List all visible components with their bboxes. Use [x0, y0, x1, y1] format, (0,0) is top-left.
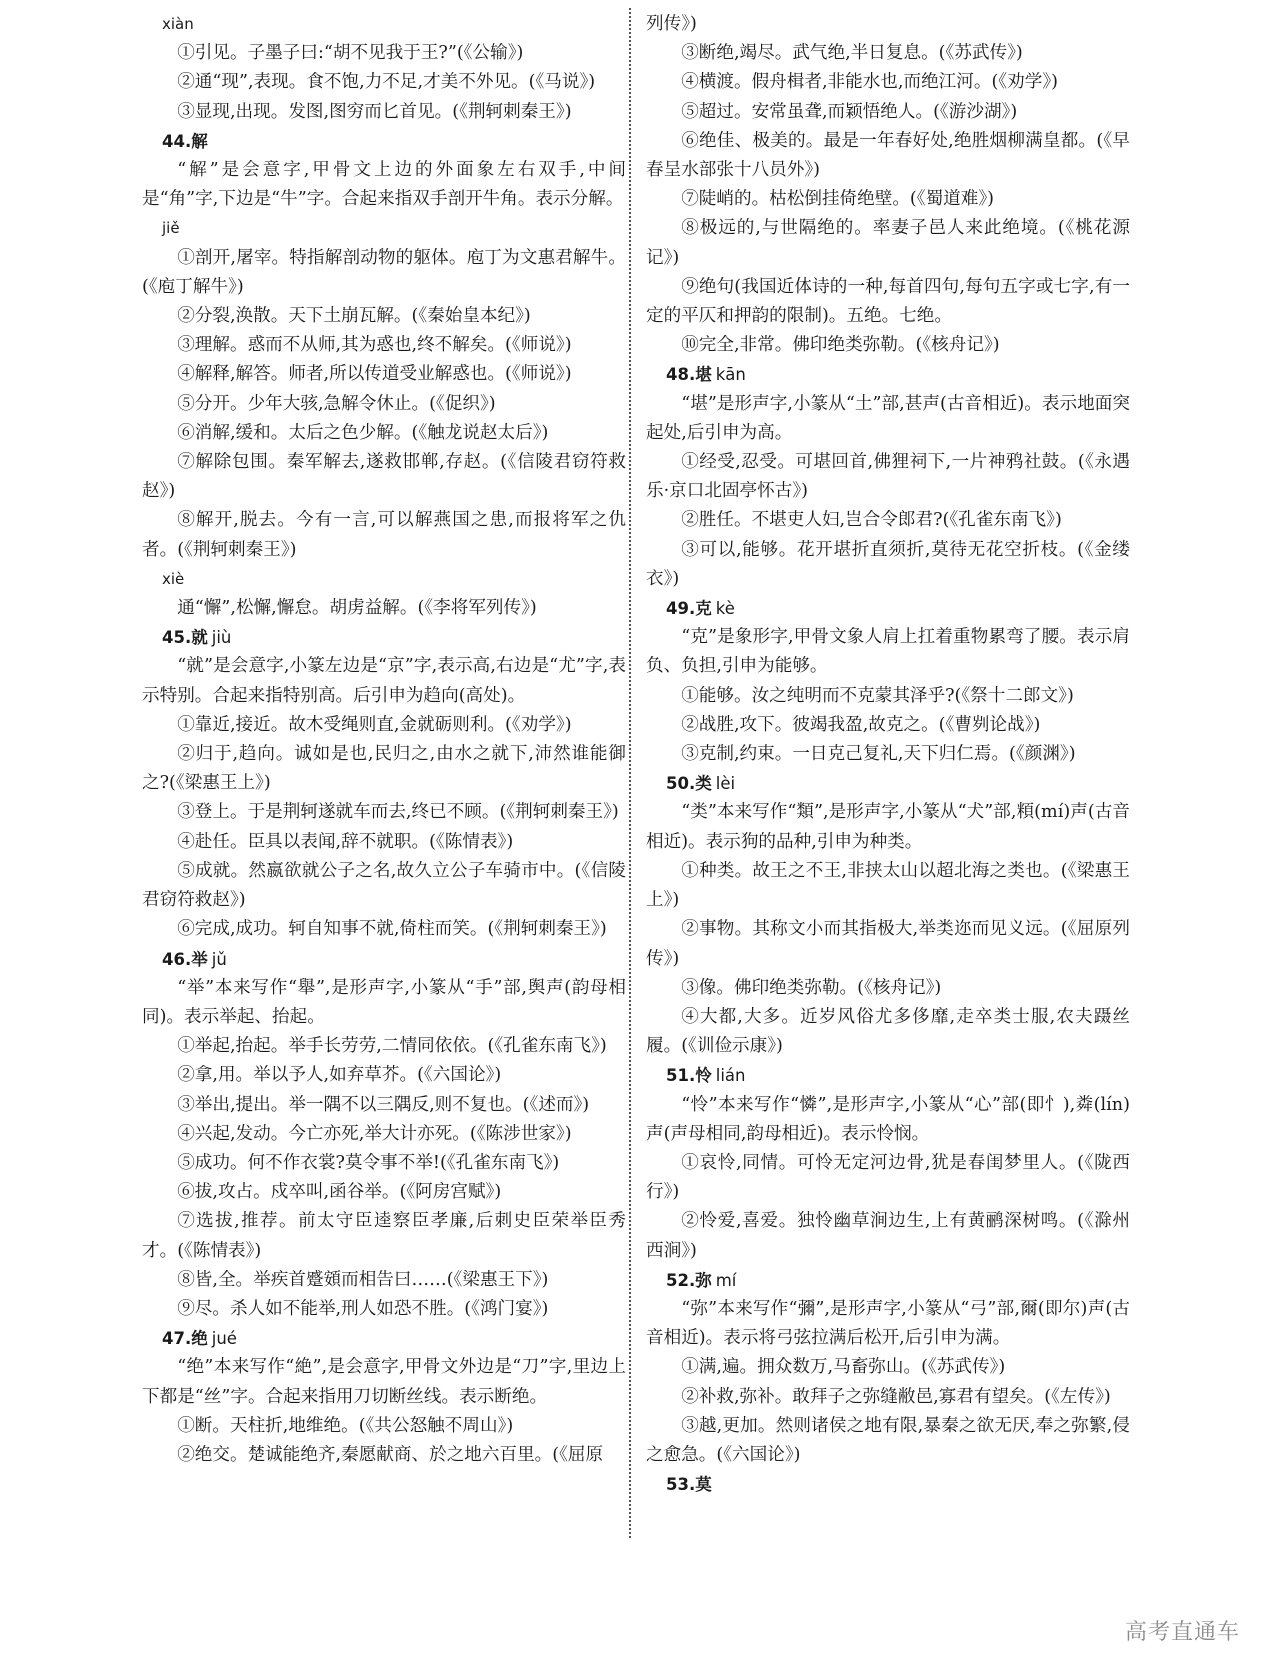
entry-heading-word: 48.堪 — [666, 365, 712, 385]
definition-paragraph: ②绝交。楚诚能绝齐,秦愿献商、於之地六百里。(《屈原 — [177, 1444, 604, 1465]
definition-paragraph: ①举起,抬起。举手长劳劳,二情同依依。(《孔雀东南飞》) — [177, 1036, 607, 1057]
definition-paragraph: ②分裂,涣散。天下土崩瓦解。(《秦始皇本纪》) — [177, 306, 531, 327]
definition-paragraph: ⑧皆,全。举疾首蹙頞而相告曰……(《梁惠王下》) — [177, 1269, 549, 1290]
left-column — [142, 10, 626, 1535]
definition-paragraph: ②拿,用。举以予人,如弃草芥。(《六国论》) — [177, 1065, 502, 1086]
definition-paragraph: ⑥绝佳、极美的。最是一年春好处,绝胜烟柳满皇都。(《早春呈水部张十八员外》) — [646, 130, 1130, 181]
definition-paragraph: ⑤成功。何不作衣裳?莫令事不举!(《孔雀东南飞》) — [177, 1152, 560, 1173]
definition-paragraph: ①经受,忍受。可堪回首,佛狸祠下,一片神鸦社鼓。(《永遇乐·京口北固亭怀古》) — [646, 452, 1130, 502]
definition-paragraph: ⑨绝句(我国近体诗的一种,每首四句,每句五字或七字,有一定的平仄和押韵的限制)。五绝。七绝。 — [646, 276, 1130, 327]
definition-paragraph: “怜”本来写作“憐”,是形声字,小篆从“心”部(即忄),粦(lín)声(声母相同,韵母相近)。表示怜悯。 — [646, 1094, 1130, 1144]
definition-paragraph: ③克制,约束。一日克己复礼,天下归仁焉。(《颜渊》) — [681, 744, 1076, 765]
definition-paragraph: ③可以,能够。花开堪折直须折,莫待无花空折枝。(《金缕衣》) — [646, 539, 1130, 589]
definition-paragraph: ③像。佛印绝类弥勒。(《核舟记》) — [681, 977, 942, 998]
definition-paragraph: ①靠近,接近。故木受绳则直,金就砺则利。(《劝学》) — [177, 714, 572, 735]
entry-heading-word: 51.怜 — [666, 1066, 712, 1086]
definition-paragraph: ⑥完成,成功。轲自知事不就,倚柱而笑。(《荆轲刺秦王》) — [177, 919, 607, 940]
definition-paragraph: ⑨尽。杀人如不能举,刑人如恐不胜。(《鸿门宴》) — [177, 1298, 549, 1319]
entry-heading — [646, 594, 1130, 623]
entry-heading-word: 52.弥 — [666, 1270, 712, 1290]
definition-paragraph: “就”是会意字,小篆左边是“京”字,表示高,右边是“尤”字,表示特别。合起来指特别高。后引申为趋向(高处)。 — [142, 656, 626, 706]
entry-heading-pinyin: kè — [715, 599, 735, 619]
entry-heading — [142, 945, 626, 974]
definition-paragraph: ④赴任。臣具以表闻,辞不就职。(《陈情表》) — [177, 831, 514, 852]
definition-paragraph: ⑤超过。安常虽聋,而颖悟绝人。(《游沙湖》) — [681, 101, 1018, 122]
definition-paragraph: ⑦陡峭的。枯松倒挂倚绝壁。(《蜀道难》) — [681, 189, 995, 210]
entry-heading — [646, 360, 1130, 389]
definition-paragraph: ②归于,趋向。诚如是也,民归之,由水之就下,沛然谁能御之?(《梁惠王上》) — [142, 744, 626, 794]
definition-paragraph: “解”是会意字,甲骨文上边的外面象左右双手,中间是“角”字,下边是“牛”字。合起来指双手剖开牛角。表示分解。 — [142, 160, 626, 210]
definition-paragraph: “弥”本来写作“彌”,是形声字,小篆从“弓”部,爾(即尔)声(古音相近)。表示将弓弦拉满后松开,后引申为满。 — [646, 1298, 1130, 1349]
entry-heading — [646, 1266, 1130, 1295]
definition-paragraph: ②通“现”,表现。食不饱,力不足,才美不外见。(《马说》) — [177, 72, 596, 93]
entry-heading-pinyin: kān — [715, 365, 746, 385]
definition-paragraph: ①引见。子墨子曰:“胡不见我于王?”(《公输》) — [177, 43, 524, 64]
definition-paragraph: ⑩完全,非常。佛印绝类弥勒。(《核舟记》) — [681, 335, 1000, 356]
entry-heading-word: 53.莫 — [666, 1475, 712, 1495]
definition-paragraph: ③显现,出现。发图,图穷而匕首见。(《荆轲刺秦王》) — [177, 101, 572, 122]
pronunciation-label: jiě — [162, 219, 180, 238]
definition-paragraph: “堪”是形声字,小篆从“土”部,甚声(古音相近)。表示地面突起处,后引申为高。 — [646, 393, 1130, 443]
entry-heading-pinyin: mí — [715, 1270, 737, 1290]
entry-heading — [142, 623, 626, 652]
definition-paragraph: ④兴起,发动。今亡亦死,举大计亦死。(《陈涉世家》) — [177, 1123, 572, 1144]
entry-heading-word: 50.类 — [666, 774, 712, 794]
column-divider — [629, 8, 631, 1538]
definition-paragraph: ③越,更加。然则诸侯之地有限,暴秦之欲无厌,奉之弥繁,侵之愈急。(《六国论》) — [646, 1415, 1130, 1465]
entry-heading — [646, 1061, 1130, 1090]
entry-heading-pinyin: jǔ — [211, 949, 227, 969]
right-column — [646, 10, 1130, 1535]
entry-heading-word: 46.举 — [162, 949, 208, 969]
definition-paragraph: ①能够。汝之纯明而不克蒙其泽乎?(《祭十二郎文》) — [681, 685, 1074, 706]
definition-paragraph: ②事物。其称文小而其指极大,举类迩而见义远。(《屈原列传》) — [646, 919, 1130, 969]
entry-heading — [646, 769, 1130, 798]
definition-paragraph: ⑥消解,缓和。太后之色少解。(《触龙说赵太后》) — [177, 422, 549, 443]
entry-heading-word: 44.解 — [162, 131, 208, 151]
entry-heading-pinyin: jiù — [211, 628, 232, 648]
definition-paragraph: ⑦解除包围。秦军解去,遂救邯郸,存赵。(《信陵君窃符救赵》) — [142, 452, 626, 502]
definition-paragraph: ②补救,弥补。敢拜子之弥缝敝邑,寡君有望矣。(《左传》) — [681, 1386, 1111, 1407]
definition-paragraph: “克”是象形字,甲骨文象人肩上扛着重物累弯了腰。表示肩负、负担,引申为能够。 — [646, 627, 1130, 677]
definition-paragraph: ④解释,解答。师者,所以传道受业解惑也。(《师说》) — [177, 364, 572, 385]
entry-heading-pinyin: jué — [211, 1329, 237, 1349]
definition-paragraph: ⑦选拔,推荐。前太守臣逵察臣孝廉,后刺史臣荣举臣秀才。(《陈情表》) — [142, 1211, 626, 1261]
pronunciation-label: xiè — [162, 569, 185, 588]
definition-paragraph: ①哀怜,同情。可怜无定河边骨,犹是春闺梦里人。(《陇西行》) — [646, 1152, 1130, 1203]
definition-paragraph: ④横渡。假舟楫者,非能水也,而绝江河。(《劝学》) — [681, 72, 1058, 93]
definition-paragraph: ①断。天柱折,地维绝。(《共公怒触不周山》) — [177, 1415, 514, 1436]
entry-heading — [646, 1470, 1130, 1499]
definition-paragraph: ①种类。故王之不王,非挟太山以超北海之类也。(《梁惠王上》) — [646, 860, 1130, 911]
definition-paragraph: ⑧解开,脱去。今有一言,可以解燕国之患,而报将军之仇者。(《荆轲刺秦王》) — [142, 510, 626, 560]
entry-heading-pinyin: lèi — [715, 774, 736, 794]
definition-paragraph: ②战胜,攻下。彼竭我盈,故克之。(《曹刿论战》) — [681, 714, 1041, 735]
definition-paragraph: ①剖开,屠宰。特指解剖动物的躯体。庖丁为文惠君解牛。(《庖丁解牛》) — [142, 247, 626, 297]
entry-heading-word: 49.克 — [666, 599, 712, 619]
entry-heading — [142, 127, 626, 156]
definition-paragraph: ③理解。惑而不从师,其为惑也,终不解矣。(《师说》) — [177, 335, 572, 356]
definition-paragraph: ④大都,大多。近岁风俗尤多侈靡,走卒类士服,农夫蹑丝履。(《训俭示康》) — [646, 1006, 1130, 1057]
definition-paragraph: ②胜任。不堪吏人妇,岂合令郎君?(《孔雀东南飞》) — [681, 510, 1062, 531]
entry-heading-word: 45.就 — [162, 628, 208, 648]
definition-paragraph: ①满,遍。拥众数万,马畜弥山。(《苏武传》) — [681, 1357, 1006, 1378]
definition-paragraph: ⑤成就。然嬴欲就公子之名,故久立公子车骑市中。(《信陵君窃符救赵》) — [142, 860, 626, 911]
definition-paragraph: ③登上。于是荆轲遂就车而去,终已不顾。(《荆轲刺秦王》) — [177, 802, 619, 823]
definition-paragraph: “类”本来写作“類”,是形声字,小篆从“犬”部,頪(mí)声(古音相近)。表示狗的品种,引申为种类。 — [646, 802, 1130, 852]
pronunciation-label: xiàn — [162, 15, 194, 33]
definition-paragraph: ②怜爱,喜爱。独怜幽草涧边生,上有黄鹂深树鸣。(《滁州西涧》) — [646, 1211, 1130, 1261]
definition-paragraph: ③举出,提出。举一隅不以三隅反,则不复也。(《述而》) — [177, 1094, 590, 1115]
entry-heading — [142, 1324, 626, 1353]
continued-text: 列传》) — [646, 14, 697, 34]
definition-paragraph: ⑥拔,攻占。戍卒叫,函谷举。(《阿房宫赋》) — [177, 1182, 502, 1203]
definition-paragraph: ③断绝,竭尽。武气绝,半日复息。(《苏武传》) — [681, 43, 1023, 64]
definition-paragraph: ⑧极远的,与世隔绝的。率妻子邑人来此绝境。(《桃花源记》) — [646, 218, 1130, 268]
definition-paragraph: “举”本来写作“舉”,是形声字,小篆从“手”部,舆声(韵母相同)。表示举起、抬起。 — [142, 977, 626, 1027]
definition-paragraph: “绝”本来写作“絶”,是会意字,甲骨文外边是“刀”字,里边上下都是“丝”字。合起来指用刀切断丝线。表示断绝。 — [142, 1357, 626, 1407]
definition-paragraph: 通“懈”,松懈,懈怠。胡虏益解。(《李将军列传》) — [177, 598, 537, 619]
definition-paragraph: ⑤分开。少年大骇,急解令休止。(《促织》) — [177, 393, 496, 414]
entry-heading-word: 47.绝 — [162, 1329, 208, 1349]
entry-heading-pinyin: lián — [715, 1066, 746, 1086]
watermark: 高考直通车 — [1124, 1620, 1240, 1645]
